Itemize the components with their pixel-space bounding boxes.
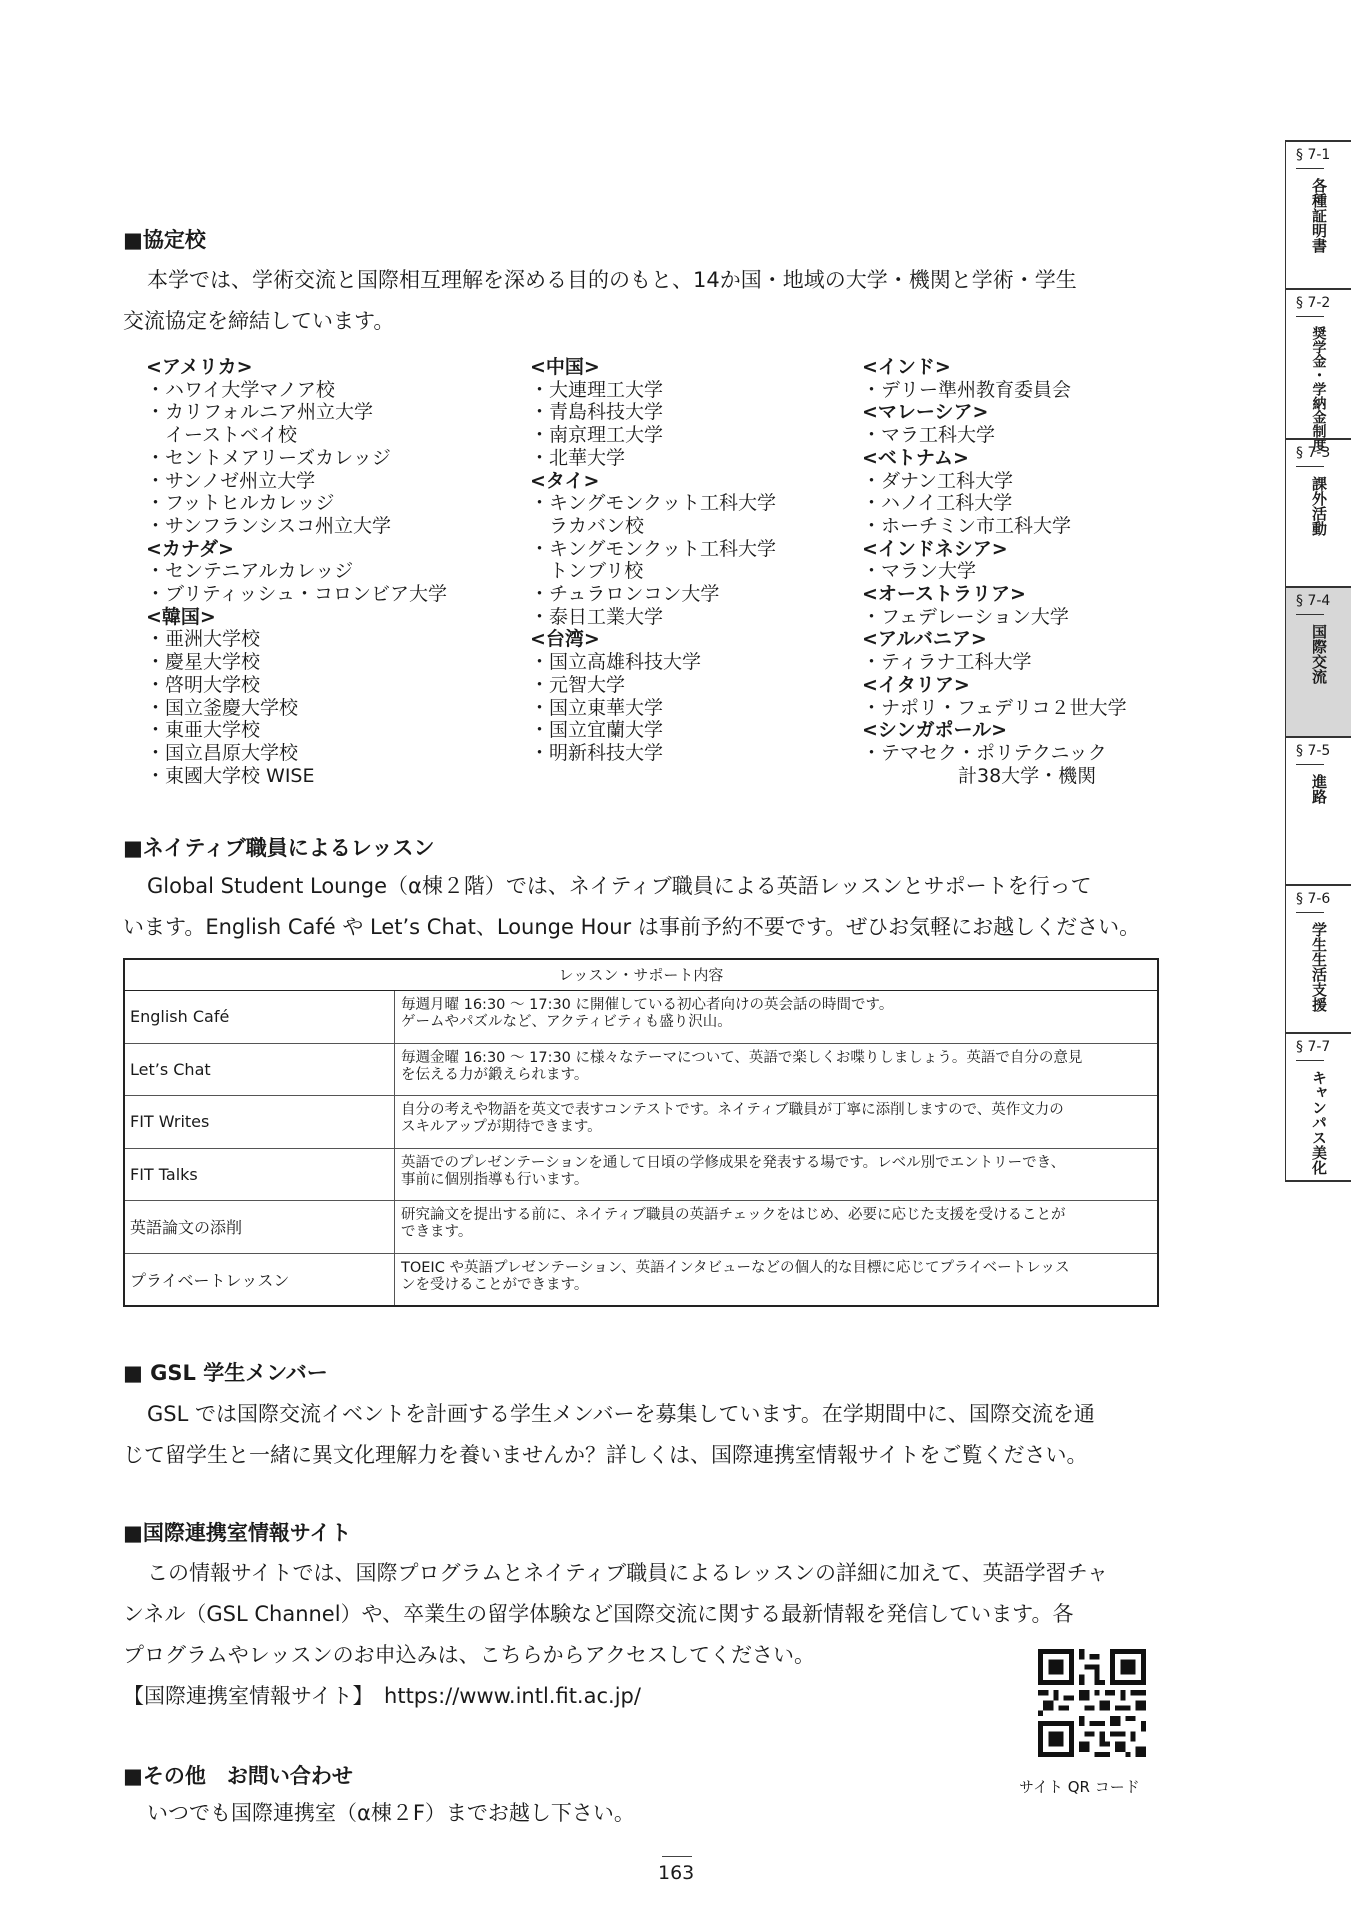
partner-school: ・ナポリ・フェデリコ２世大学 bbox=[862, 696, 1127, 719]
partner-column-2 bbox=[530, 356, 776, 765]
qr-caption: サイト QR コード bbox=[1019, 1778, 1140, 1796]
region-heading: <韓国> bbox=[146, 605, 216, 628]
lesson-description bbox=[395, 1096, 1157, 1148]
region-heading: <インド> bbox=[862, 356, 951, 378]
partner-school: イーストベイ校 bbox=[165, 424, 298, 447]
partner-intro bbox=[123, 260, 1163, 342]
tab-label: 奨学金・学納金制度 bbox=[1310, 326, 1327, 452]
lesson-description-line: 自分の考えや物語を英文で表すコンテストです。ネイティブ職員が丁寧に添削しますので、英作文力の bbox=[401, 1102, 1064, 1118]
region-heading: <マレーシア> bbox=[862, 401, 989, 424]
partner-school: トンブリ校 bbox=[549, 560, 644, 583]
tab-number: § 7-1 bbox=[1286, 142, 1351, 169]
native-intro bbox=[123, 866, 1163, 948]
tabs-bottom-rule bbox=[1285, 1180, 1351, 1182]
tab-7-4[interactable] bbox=[1285, 586, 1351, 736]
lesson-description-line: を伝える力が鍛えられます。 bbox=[401, 1066, 589, 1083]
partner-school: ・テマセク・ポリテクニック bbox=[862, 741, 1107, 764]
partner-school: ・サンフランシスコ州立大学 bbox=[146, 514, 392, 537]
gsl-body bbox=[123, 1394, 1163, 1476]
partner-school: ・国立釜慶大学校 bbox=[146, 696, 299, 719]
partner-school: ・国立宜蘭大学 bbox=[530, 719, 664, 742]
tab-number: § 7-3 bbox=[1286, 440, 1351, 467]
contact-body bbox=[123, 1793, 1163, 1834]
table-header: レッスン・サポート内容 bbox=[125, 960, 1157, 991]
tab-7-1[interactable] bbox=[1285, 140, 1351, 288]
partner-school: ・ダナン工科大学 bbox=[862, 469, 1014, 492]
region-heading: <オーストラリア> bbox=[862, 583, 1026, 606]
page-number: 163 bbox=[658, 1862, 695, 1884]
lesson-name: FIT Writes bbox=[125, 1096, 395, 1148]
table-row bbox=[125, 1253, 1157, 1306]
lesson-name: Let’s Chat bbox=[125, 1044, 395, 1096]
table-row bbox=[125, 1043, 1157, 1096]
partner-school: ラカバン校 bbox=[549, 514, 645, 537]
region-heading: <ベトナム> bbox=[862, 446, 969, 469]
region-heading: <台湾> bbox=[530, 628, 600, 651]
lesson-description-line: TOEIC や英語プレゼンテーション、英語インタビューなどの個人的な目標に応じてプライベートレッス bbox=[401, 1259, 1070, 1276]
tab-7-2[interactable] bbox=[1285, 288, 1351, 452]
tab-label: 進路 bbox=[1310, 774, 1328, 804]
gsl-heading: ■ GSL 学生メンバー bbox=[123, 1361, 328, 1385]
tab-label: 学生生活支援 bbox=[1310, 922, 1328, 1012]
tab-number: § 7-6 bbox=[1286, 886, 1351, 913]
contact-body-line: いつでも国際連携室（α棟２F）までお越し下さい。 bbox=[147, 1801, 635, 1825]
tab-7-5[interactable] bbox=[1285, 736, 1351, 884]
site-body-line: この情報サイトでは、国際プログラムとネイティブ職員によるレッスンの詳細に加えて、英語学習チャ bbox=[147, 1561, 1108, 1585]
site-body-line: プログラムやレッスンのお申込みは、こちらからアクセスしてください。 bbox=[123, 1643, 815, 1667]
partner-school: ・デリー準州教育委員会 bbox=[862, 378, 1072, 401]
lesson-description-line: 事前に個別指導も行います。 bbox=[401, 1171, 589, 1188]
lesson-description-line: 研究論文を提出する前に、ネイティブ職員の英語チェックをはじめ、必要に応じた支援を受けることが bbox=[401, 1207, 1066, 1223]
partner-school: ・キングモンクット工科大学 bbox=[530, 492, 777, 515]
partner-school: ・ティラナ工科大学 bbox=[862, 651, 1032, 674]
partner-school: ・大連理工大学 bbox=[530, 378, 664, 401]
partner-school: ・フットヒルカレッジ bbox=[146, 492, 335, 515]
partner-school: ・チュラロンコン大学 bbox=[530, 583, 720, 606]
tab-label: 課外活動 bbox=[1310, 476, 1328, 536]
region-heading: <インドネシア> bbox=[862, 537, 1008, 560]
partner-school: ・マラン大学 bbox=[862, 560, 977, 583]
tab-label: 国際交流 bbox=[1310, 624, 1328, 684]
table-row bbox=[125, 1200, 1157, 1253]
partner-school: ・サンノゼ州立大学 bbox=[146, 469, 316, 492]
table-row bbox=[125, 991, 1157, 1043]
site-heading: ■国際連携室情報サイト bbox=[123, 1521, 352, 1545]
tab-7-7[interactable] bbox=[1285, 1032, 1351, 1180]
region-heading: <タイ> bbox=[530, 469, 600, 492]
lesson-name: FIT Talks bbox=[125, 1149, 395, 1201]
partner-school: ・東國大学校 WISE bbox=[146, 764, 315, 787]
partner-school: ・泰日工業大学 bbox=[530, 605, 664, 628]
lesson-name: 英語論文の添削 bbox=[125, 1201, 395, 1253]
site-link[interactable]: 【国際連携室情報サイト】 https://www.intl.fit.ac.jp/ bbox=[123, 1684, 641, 1708]
partner-school: ・啓明大学校 bbox=[146, 673, 261, 696]
tab-label: 各種証明書 bbox=[1310, 178, 1328, 253]
native-intro-line: います。English Café や Let’s Chat、Lounge Hour は事前予約不要です。ぜひお気軽にお越しください。 bbox=[123, 915, 1141, 939]
lesson-description bbox=[395, 1149, 1157, 1201]
gsl-body-line: じて留学生と一緒に異文化理解力を養いませんか？詳しくは、国際連携室情報サイトをご覧ください。 bbox=[123, 1443, 1088, 1467]
lesson-description bbox=[395, 1044, 1157, 1096]
partner-school: ・北華大学 bbox=[530, 446, 626, 469]
partner-school: ・東亜大学校 bbox=[146, 719, 261, 742]
lesson-description-line: 毎週月曜 16:30 ～ 17:30 に開催している初心者向けの英会話の時間です。 bbox=[401, 997, 894, 1013]
tab-7-3[interactable] bbox=[1285, 438, 1351, 586]
gsl-body-line: GSL では国際交流イベントを計画する学生メンバーを募集しています。在学期間中に、国際交流を通 bbox=[147, 1402, 1095, 1426]
table-row bbox=[125, 1095, 1157, 1148]
region-heading: <アメリカ> bbox=[146, 356, 253, 378]
site-body bbox=[123, 1553, 1163, 1717]
partner-column-1 bbox=[146, 356, 447, 787]
partner-school: ・南京理工大学 bbox=[530, 424, 664, 447]
partner-school: ・ハノイ工科大学 bbox=[862, 492, 1013, 515]
lesson-name: プライベートレッスン bbox=[125, 1254, 395, 1306]
partner-school: ・センテニアルカレッジ bbox=[146, 560, 354, 583]
lesson-description-line: ンを受けることができます。 bbox=[401, 1276, 589, 1293]
lesson-table bbox=[123, 958, 1159, 1307]
partner-heading: ■協定校 bbox=[123, 228, 206, 252]
partner-school: ・国立昌原大学校 bbox=[146, 741, 299, 764]
region-heading: <アルバニア> bbox=[862, 628, 987, 651]
region-heading: <中国> bbox=[530, 356, 600, 378]
lesson-description-line: 毎週金曜 16:30 ～ 17:30 に様々なテーマについて、英語で楽しくお喋りしましょう。英語で自分の意見 bbox=[401, 1049, 1083, 1066]
lesson-name: English Café bbox=[125, 991, 395, 1043]
partner-school: ・青島科技大学 bbox=[530, 401, 664, 424]
lesson-description-line: 英語でのプレゼンテーションを通して日頃の学修成果を発表する場です。レベル別でエントリーでき、 bbox=[401, 1154, 1066, 1171]
native-intro-line: Global Student Lounge（α棟２階）では、ネイティブ職員による英語レッスンとサポートを行って bbox=[147, 874, 1092, 898]
partner-school: ・元智大学 bbox=[530, 673, 626, 696]
partner-school: ・ハワイ大学マノア校 bbox=[146, 378, 335, 401]
table-row bbox=[125, 1148, 1157, 1201]
region-heading: <カナダ> bbox=[146, 537, 234, 560]
partner-school: ・亜洲大学校 bbox=[146, 628, 261, 651]
partner-column-3 bbox=[862, 356, 1127, 787]
native-heading: ■ネイティブ職員によるレッスン bbox=[123, 836, 435, 860]
lesson-description bbox=[395, 1201, 1157, 1253]
qr-code-icon[interactable] bbox=[1038, 1649, 1146, 1757]
lesson-description-line: ゲームやパズルなど、アクティビティも盛り沢山。 bbox=[401, 1014, 732, 1030]
region-heading: <イタリア> bbox=[862, 673, 970, 696]
region-heading: <シンガポール> bbox=[862, 719, 1007, 742]
tab-7-6[interactable] bbox=[1285, 884, 1351, 1032]
partner-school: ・国立東華大学 bbox=[530, 696, 664, 719]
partner-school: ・フェデレーション大学 bbox=[862, 605, 1069, 628]
partner-school: ・キングモンクット工科大学 bbox=[530, 537, 777, 560]
lesson-description-line: できます。 bbox=[401, 1224, 473, 1240]
partner-school: ・セントメアリーズカレッジ bbox=[146, 446, 391, 469]
lesson-description-line: スキルアップが期待できます。 bbox=[401, 1119, 602, 1135]
partner-school: ・ブリティッシュ・コロンビア大学 bbox=[146, 583, 447, 606]
partner-school: ・慶星大学校 bbox=[146, 651, 261, 674]
partner-school: ・ホーチミン市工科大学 bbox=[862, 514, 1072, 537]
lesson-description bbox=[395, 1254, 1157, 1306]
partner-intro-line: 交流協定を締結しています。 bbox=[123, 309, 395, 333]
site-body-line: ンネル（GSL Channel）や、卒業生の留学体験など国際交流に関する最新情報を発信しています。各 bbox=[123, 1602, 1074, 1626]
partner-intro-line: 本学では、学術交流と国際相互理解を深める目的のもと、14か国・地域の大学・機関と学術・学生 bbox=[147, 268, 1077, 292]
tab-number: § 7-4 bbox=[1286, 588, 1351, 615]
tab-number: § 7-5 bbox=[1286, 738, 1351, 765]
partner-school: ・明新科技大学 bbox=[530, 741, 664, 764]
lesson-description bbox=[395, 991, 1157, 1043]
tab-label: キャンパス美化 bbox=[1310, 1070, 1328, 1175]
tab-number: § 7-7 bbox=[1286, 1034, 1351, 1061]
tab-number: § 7-2 bbox=[1286, 290, 1351, 317]
partner-school: ・マラ工科大学 bbox=[862, 424, 996, 447]
partner-total: 計38大学・機関 bbox=[958, 764, 1097, 787]
partner-school: ・国立高雄科技大学 bbox=[530, 651, 702, 674]
partner-school: ・カリフォルニア州立大学 bbox=[146, 401, 374, 424]
contact-heading: ■その他 お問い合わせ bbox=[123, 1764, 353, 1788]
page-number-rule bbox=[662, 1856, 692, 1857]
